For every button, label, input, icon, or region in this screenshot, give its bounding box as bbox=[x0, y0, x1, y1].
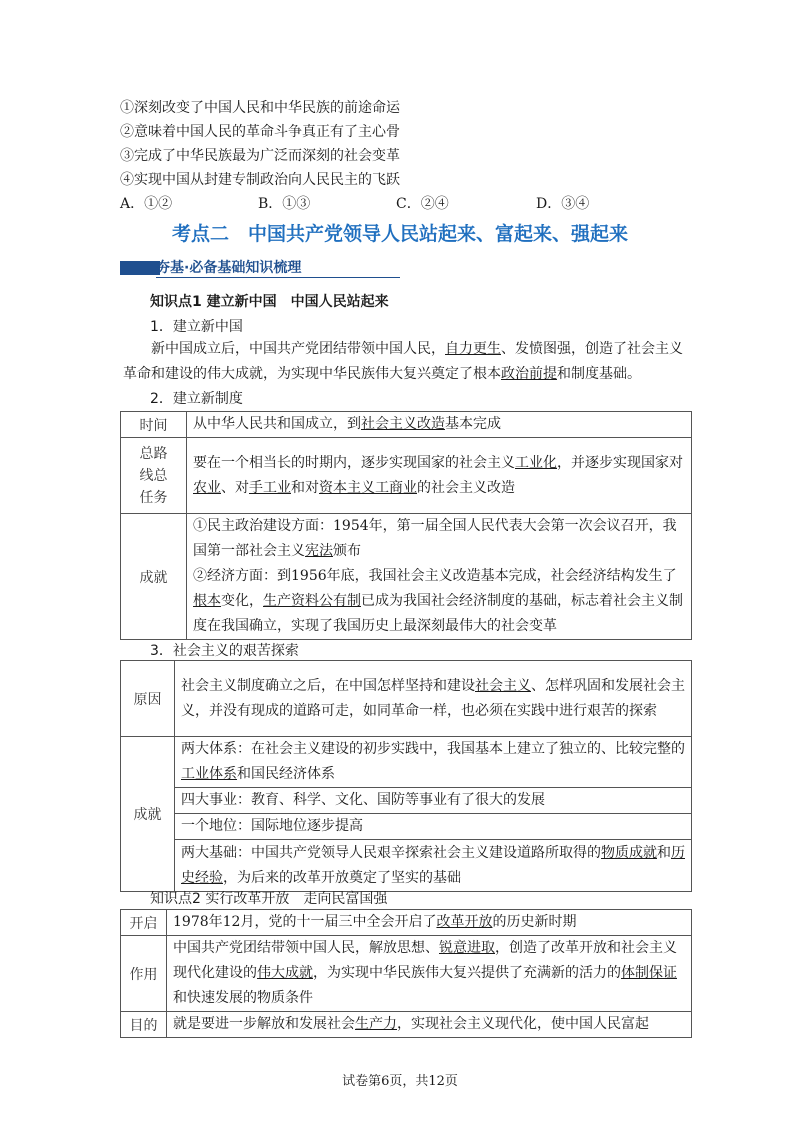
t1-line-u1: 工业化 bbox=[515, 454, 557, 471]
t2-r4-a: 两大基础：中国共产党领导人民艰辛探索社会主义建设道路所取得的 bbox=[181, 844, 601, 861]
page-footer: 试卷第6页，共12页 bbox=[342, 1074, 458, 1089]
t3-role-d: 和快速发展的物质条件 bbox=[173, 990, 313, 1006]
t3-start-b: 的历史新时期 bbox=[492, 914, 577, 930]
choice-d[interactable]: D．③④ bbox=[536, 196, 590, 212]
banner-label: 夯基·必备基础知识梳理 bbox=[156, 260, 302, 276]
t2-r4-u1: 物质成就 bbox=[601, 844, 657, 861]
t3-role-u2: 伟大成就 bbox=[257, 965, 313, 981]
t2-r1-a: 两大体系：在社会主义建设的初步实践中，我国基本上建立了独立的、比较完整的 bbox=[181, 741, 685, 757]
knowledge-point-1-heading: 知识点1 建立新中国 中国人民站起来 bbox=[150, 294, 389, 310]
table-row bbox=[121, 514, 692, 640]
subheading-2: 2．建立新制度 bbox=[150, 391, 243, 407]
row-content-start bbox=[167, 910, 692, 936]
p1-text-b: 、发愤图强，创造了社会主义革命和建设的伟大成就，为实现中华民族伟大复兴奠定了根本 bbox=[123, 341, 683, 382]
t2-reason-b: 、怎样巩固和发展社会主义，并没有现成的道路可走，如同革命一样，也必须在实践中进行艰苦的探索 bbox=[181, 677, 685, 719]
t1-line-a: 要在一个相当长的时期内，逐步实现国家的社会主义 bbox=[193, 454, 515, 471]
t1-ach1-b: 颁布 bbox=[333, 543, 361, 559]
t1-line-u3: 手工业 bbox=[249, 479, 291, 496]
row-content-reason bbox=[175, 661, 692, 737]
row-content-two-foundations bbox=[175, 840, 692, 892]
t3-goal-u: 生产力 bbox=[355, 1016, 397, 1032]
banner-underline bbox=[156, 277, 400, 278]
t1-ach2-b: 变化， bbox=[221, 593, 263, 609]
table-row bbox=[121, 438, 692, 514]
t2-reason-u: 社会主义 bbox=[475, 677, 531, 694]
t3-role-c: ，为实现中华民族伟大复兴提供了充满新的活力的 bbox=[313, 965, 621, 981]
table-row bbox=[121, 910, 692, 936]
knowledge-point-2-heading: 知识点2 实行改革开放 走向民富国强 bbox=[150, 891, 388, 907]
row-label-achievement: 成就 bbox=[121, 514, 187, 640]
t2-r1-u: 工业体系 bbox=[181, 766, 237, 782]
paragraph-new-china bbox=[123, 337, 685, 387]
table-row bbox=[121, 788, 692, 814]
t2-r4-b: 和 bbox=[657, 844, 671, 861]
row-content-goal bbox=[167, 1012, 692, 1038]
subheading-3: 3．社会主义的艰苦探索 bbox=[150, 643, 299, 659]
row-label-role: 作用 bbox=[121, 936, 167, 1012]
p1-underline-1: 自力更生 bbox=[445, 341, 501, 357]
p1-text-a: 新中国成立后，中国共产党团结带领中国人民， bbox=[151, 341, 445, 357]
t1-ach2-c: 已成为我国社会经济制度的基础，标志着社会主义制度在我国确立，实现了我国历史上最深刻最伟大的社会变革 bbox=[193, 593, 683, 634]
t1-ach2-u2: 生产资料公有制 bbox=[263, 593, 361, 609]
t1-time-b: 基本完成 bbox=[445, 416, 501, 432]
t2-r4-c: ，为后来的改革开放奠定了坚实的基础 bbox=[223, 869, 461, 886]
achievement-2 bbox=[193, 564, 685, 639]
table-row bbox=[121, 840, 692, 892]
row-label-general-line: 总路线总任务 bbox=[121, 438, 187, 514]
p1-text-c: 和制度基础。 bbox=[557, 366, 641, 382]
t1-line-u2: 农业 bbox=[193, 479, 221, 496]
choice-c[interactable]: C．②④ bbox=[396, 196, 449, 212]
table-row bbox=[121, 737, 692, 788]
table-row bbox=[121, 412, 692, 438]
option-1: ①深刻改变了中国人民和中华民族的前途命运 bbox=[120, 100, 400, 116]
row-content-two-systems bbox=[175, 737, 692, 788]
t1-ach1-a: ①民主政治建设方面：1954年，第一届全国人民代表大会第一次会议召开，我国第一部社会主义 bbox=[193, 518, 677, 559]
t1-line-e: 的社会主义改造 bbox=[417, 479, 515, 496]
table-exploration bbox=[120, 660, 692, 892]
t3-role-u3: 体制保证 bbox=[621, 965, 677, 981]
row-content-role bbox=[167, 936, 692, 1012]
row-content-time bbox=[187, 412, 692, 438]
t3-role-b: ，创造了改革开放和社会主义现代化建设的 bbox=[173, 940, 677, 981]
row-label-start: 开启 bbox=[121, 910, 167, 936]
t1-ach1-u: 宪法 bbox=[305, 543, 333, 559]
table-new-system bbox=[120, 411, 692, 640]
achievement-1 bbox=[193, 514, 685, 564]
table-row bbox=[121, 936, 692, 1012]
row-label-goal: 目的 bbox=[121, 1012, 167, 1038]
choice-b[interactable]: B．①③ bbox=[258, 196, 311, 212]
t3-start-u: 改革开放 bbox=[436, 914, 493, 930]
row-label-time: 时间 bbox=[121, 412, 187, 438]
answer-choices bbox=[120, 193, 640, 213]
t1-line-c: 、对 bbox=[221, 479, 249, 496]
section-banner bbox=[120, 257, 400, 277]
row-label-achievement: 成就 bbox=[121, 737, 175, 892]
t1-ach2-u1: 根本 bbox=[193, 593, 221, 609]
t3-goal-b: ，实现社会主义现代化，使中国人民富起 bbox=[397, 1016, 649, 1032]
t3-role-a: 中国共产党团结带领中国人民，解放思想、 bbox=[173, 940, 439, 956]
row-content-achievement bbox=[187, 514, 692, 640]
t1-line-u4: 资本主义工商业 bbox=[319, 479, 417, 496]
t1-line-d: 和对 bbox=[291, 479, 319, 496]
t3-role-u1: 锐意进取 bbox=[439, 940, 495, 956]
table-row bbox=[121, 1012, 692, 1038]
row-content-general-line bbox=[187, 438, 692, 514]
row-label-reason: 原因 bbox=[121, 661, 175, 737]
table-row bbox=[121, 661, 692, 737]
section-title: 考点二 中国共产党领导人民站起来、富起来、强起来 bbox=[171, 223, 628, 245]
subheading-1: 1．建立新中国 bbox=[150, 319, 243, 335]
option-3: ③完成了中华民族最为广泛而深刻的社会变革 bbox=[120, 148, 400, 164]
row-content-four-undertakings: 四大事业：教育、科学、文化、国防等事业有了很大的发展 bbox=[175, 788, 692, 814]
t2-r4-u2: 历史经验 bbox=[181, 844, 685, 886]
t2-r1-b: 和国民经济体系 bbox=[237, 766, 335, 782]
t1-ach2-a: ②经济方面：到1956年底，我国社会主义改造基本完成，社会经济结构发生了 bbox=[193, 568, 677, 584]
t3-goal-a: 就是要进一步解放和发展社会 bbox=[173, 1016, 355, 1032]
table-row bbox=[121, 814, 692, 840]
choice-a[interactable]: A．①② bbox=[120, 196, 173, 212]
banner-bar bbox=[120, 261, 160, 275]
t1-line-b: ，并逐步实现国家对 bbox=[557, 454, 683, 471]
option-4: ④实现中国从封建专制政治向人民民主的飞跃 bbox=[120, 172, 400, 188]
t2-reason-a: 社会主义制度确立之后，在中国怎样坚持和建设 bbox=[181, 677, 475, 694]
table-reform bbox=[120, 909, 692, 1038]
t3-start-a: 1978年12月，党的十一届三中全会开启了 bbox=[173, 914, 437, 930]
row-content-one-status: 一个地位：国际地位逐步提高 bbox=[175, 814, 692, 840]
t1-time-a: 从中华人民共和国成立，到 bbox=[193, 416, 361, 432]
option-2: ②意味着中国人民的革命斗争真正有了主心骨 bbox=[120, 124, 400, 140]
t1-time-u: 社会主义改造 bbox=[361, 416, 445, 432]
p1-underline-2: 政治前提 bbox=[501, 366, 557, 382]
